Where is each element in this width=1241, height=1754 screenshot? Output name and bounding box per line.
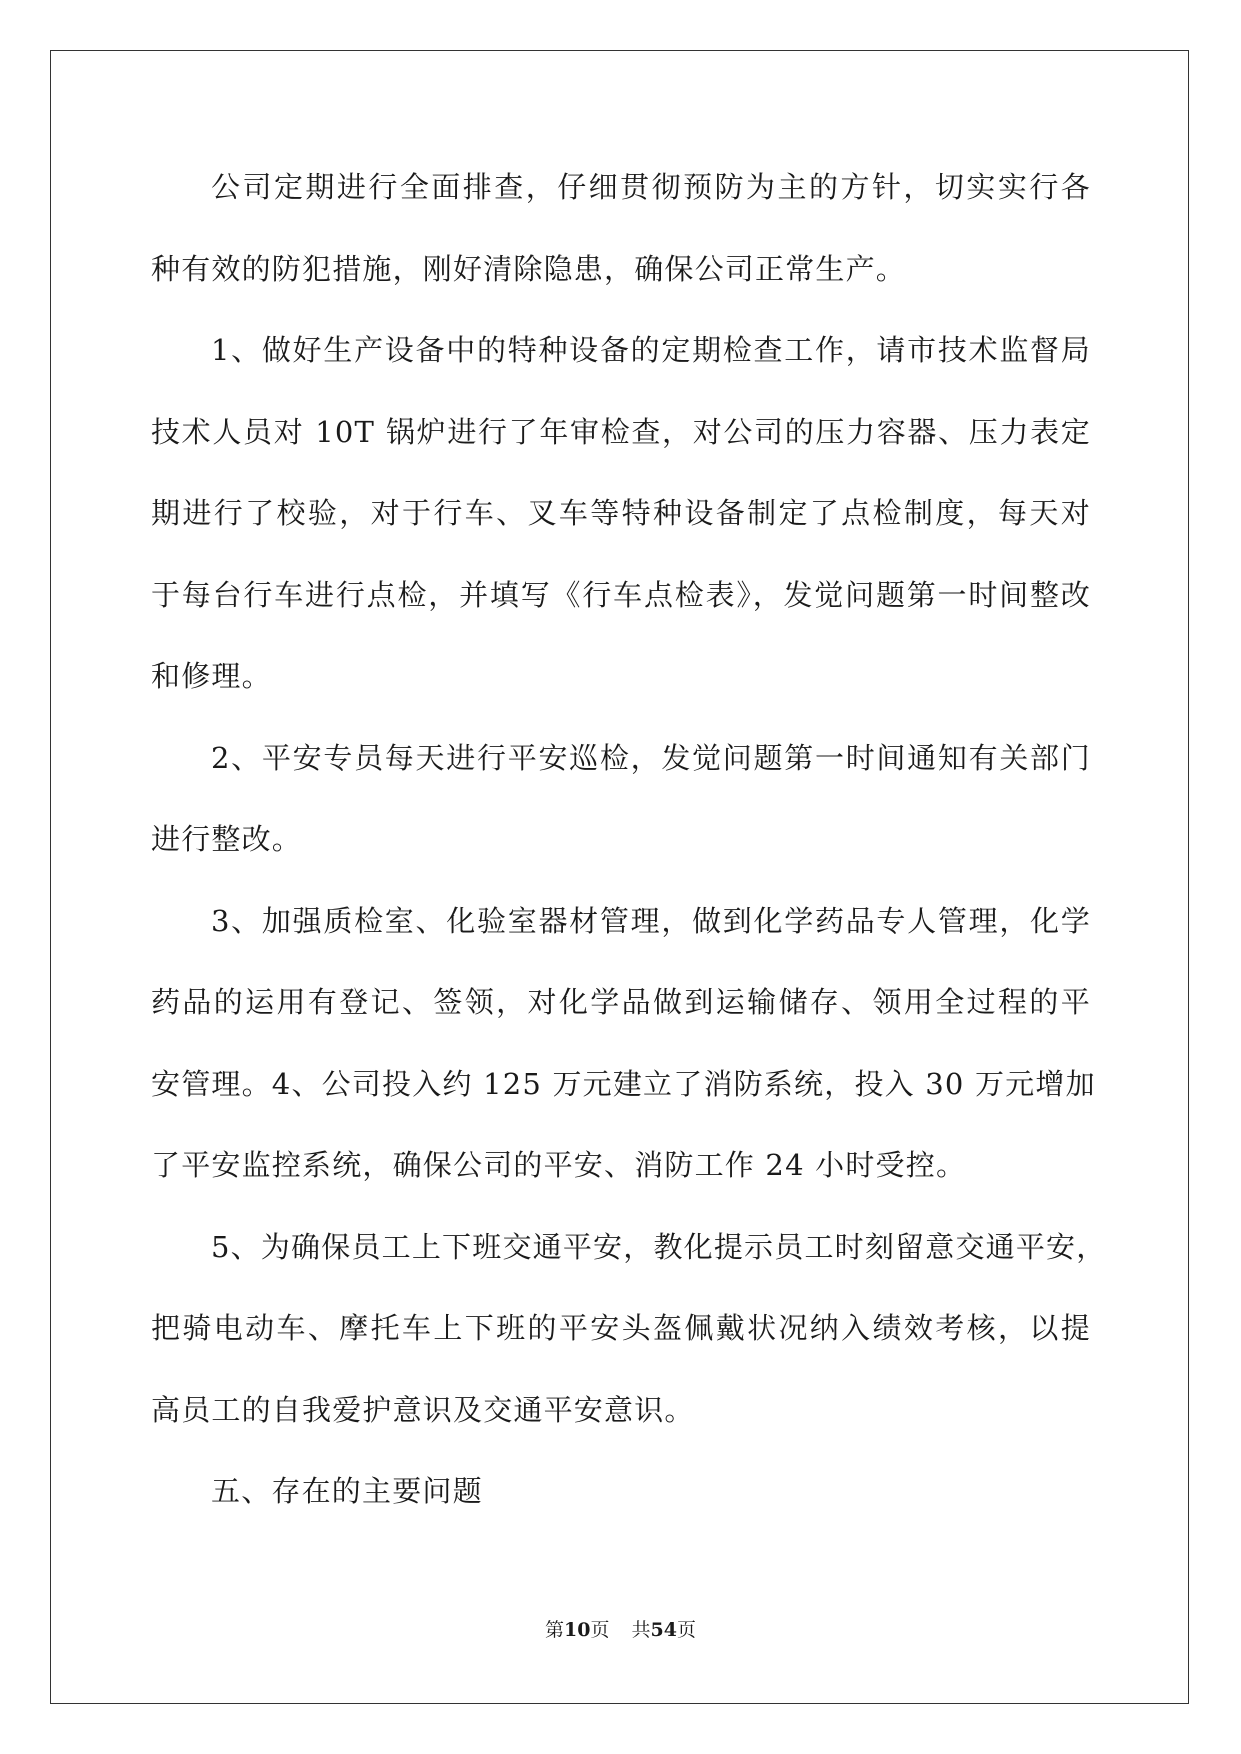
paragraph-line: 公司定期进行全面排查，仔细贯彻预防为主的方针，切实实行各 [211,170,1091,204]
paragraph-line: 技术人员对 10T 锅炉进行了年审检查，对公司的压力容器、压力表定 [151,414,1091,449]
document-body [151,160,1107,1546]
paragraph-line: 了平安监控系统，确保公司的平安、消防工作 24 小时受控。 [151,1148,967,1182]
total-prefix: 共 [631,1619,651,1641]
paragraph-line: 期进行了校验，对于行车、叉车等特种设备制定了点检制度，每天对 [151,496,1091,530]
paragraph-line: 种有效的防犯措施，刚好清除隐患，确保公司正常生产。 [151,251,907,286]
paragraph-line: 于每台行车进行点检，并填写《行车点检表》，发觉问题第一时间整改 [151,577,1091,612]
paragraph-line: 2、平安专员每天进行平安巡检，发觉问题第一时间通知有关部门 [211,740,1091,775]
paragraph-line: 进行整改。 [151,822,303,856]
total-suffix: 页 [676,1619,696,1641]
paragraph-line: 把骑电动车、摩托车上下班的平安头盔佩戴状况纳入绩效考核，以提 [151,1311,1091,1345]
paragraph-line: 药品的运用有登记、签领，对化学品做到运输储存、领用全过程的平 [151,985,1091,1019]
current-page-number: 10 [564,1619,591,1641]
paragraph-line: 高员工的自我爱护意识及交通平安意识。 [151,1392,695,1427]
total-page-number: 54 [650,1619,677,1641]
paragraph-line: 和修理。 [151,659,272,693]
paragraph-line: 安管理。4、公司投入约 125 万元建立了消防系统，投入 30 万元增加 [151,1066,1096,1101]
page-prefix: 第 [545,1619,565,1641]
paragraph-line: 5、为确保员工上下班交通平安，教化提示员工时刻留意交通平安， [211,1229,1107,1264]
page-suffix: 页 [590,1619,610,1641]
paragraph-line: 3、加强质检室、化验室器材管理，做到化学药品专人管理，化学 [211,903,1091,938]
page-footer [0,1618,1241,1642]
section-heading: 五、存在的主要问题 [211,1474,483,1508]
paragraph-line: 1、做好生产设备中的特种设备的定期检查工作，请市技术监督局 [211,333,1091,367]
